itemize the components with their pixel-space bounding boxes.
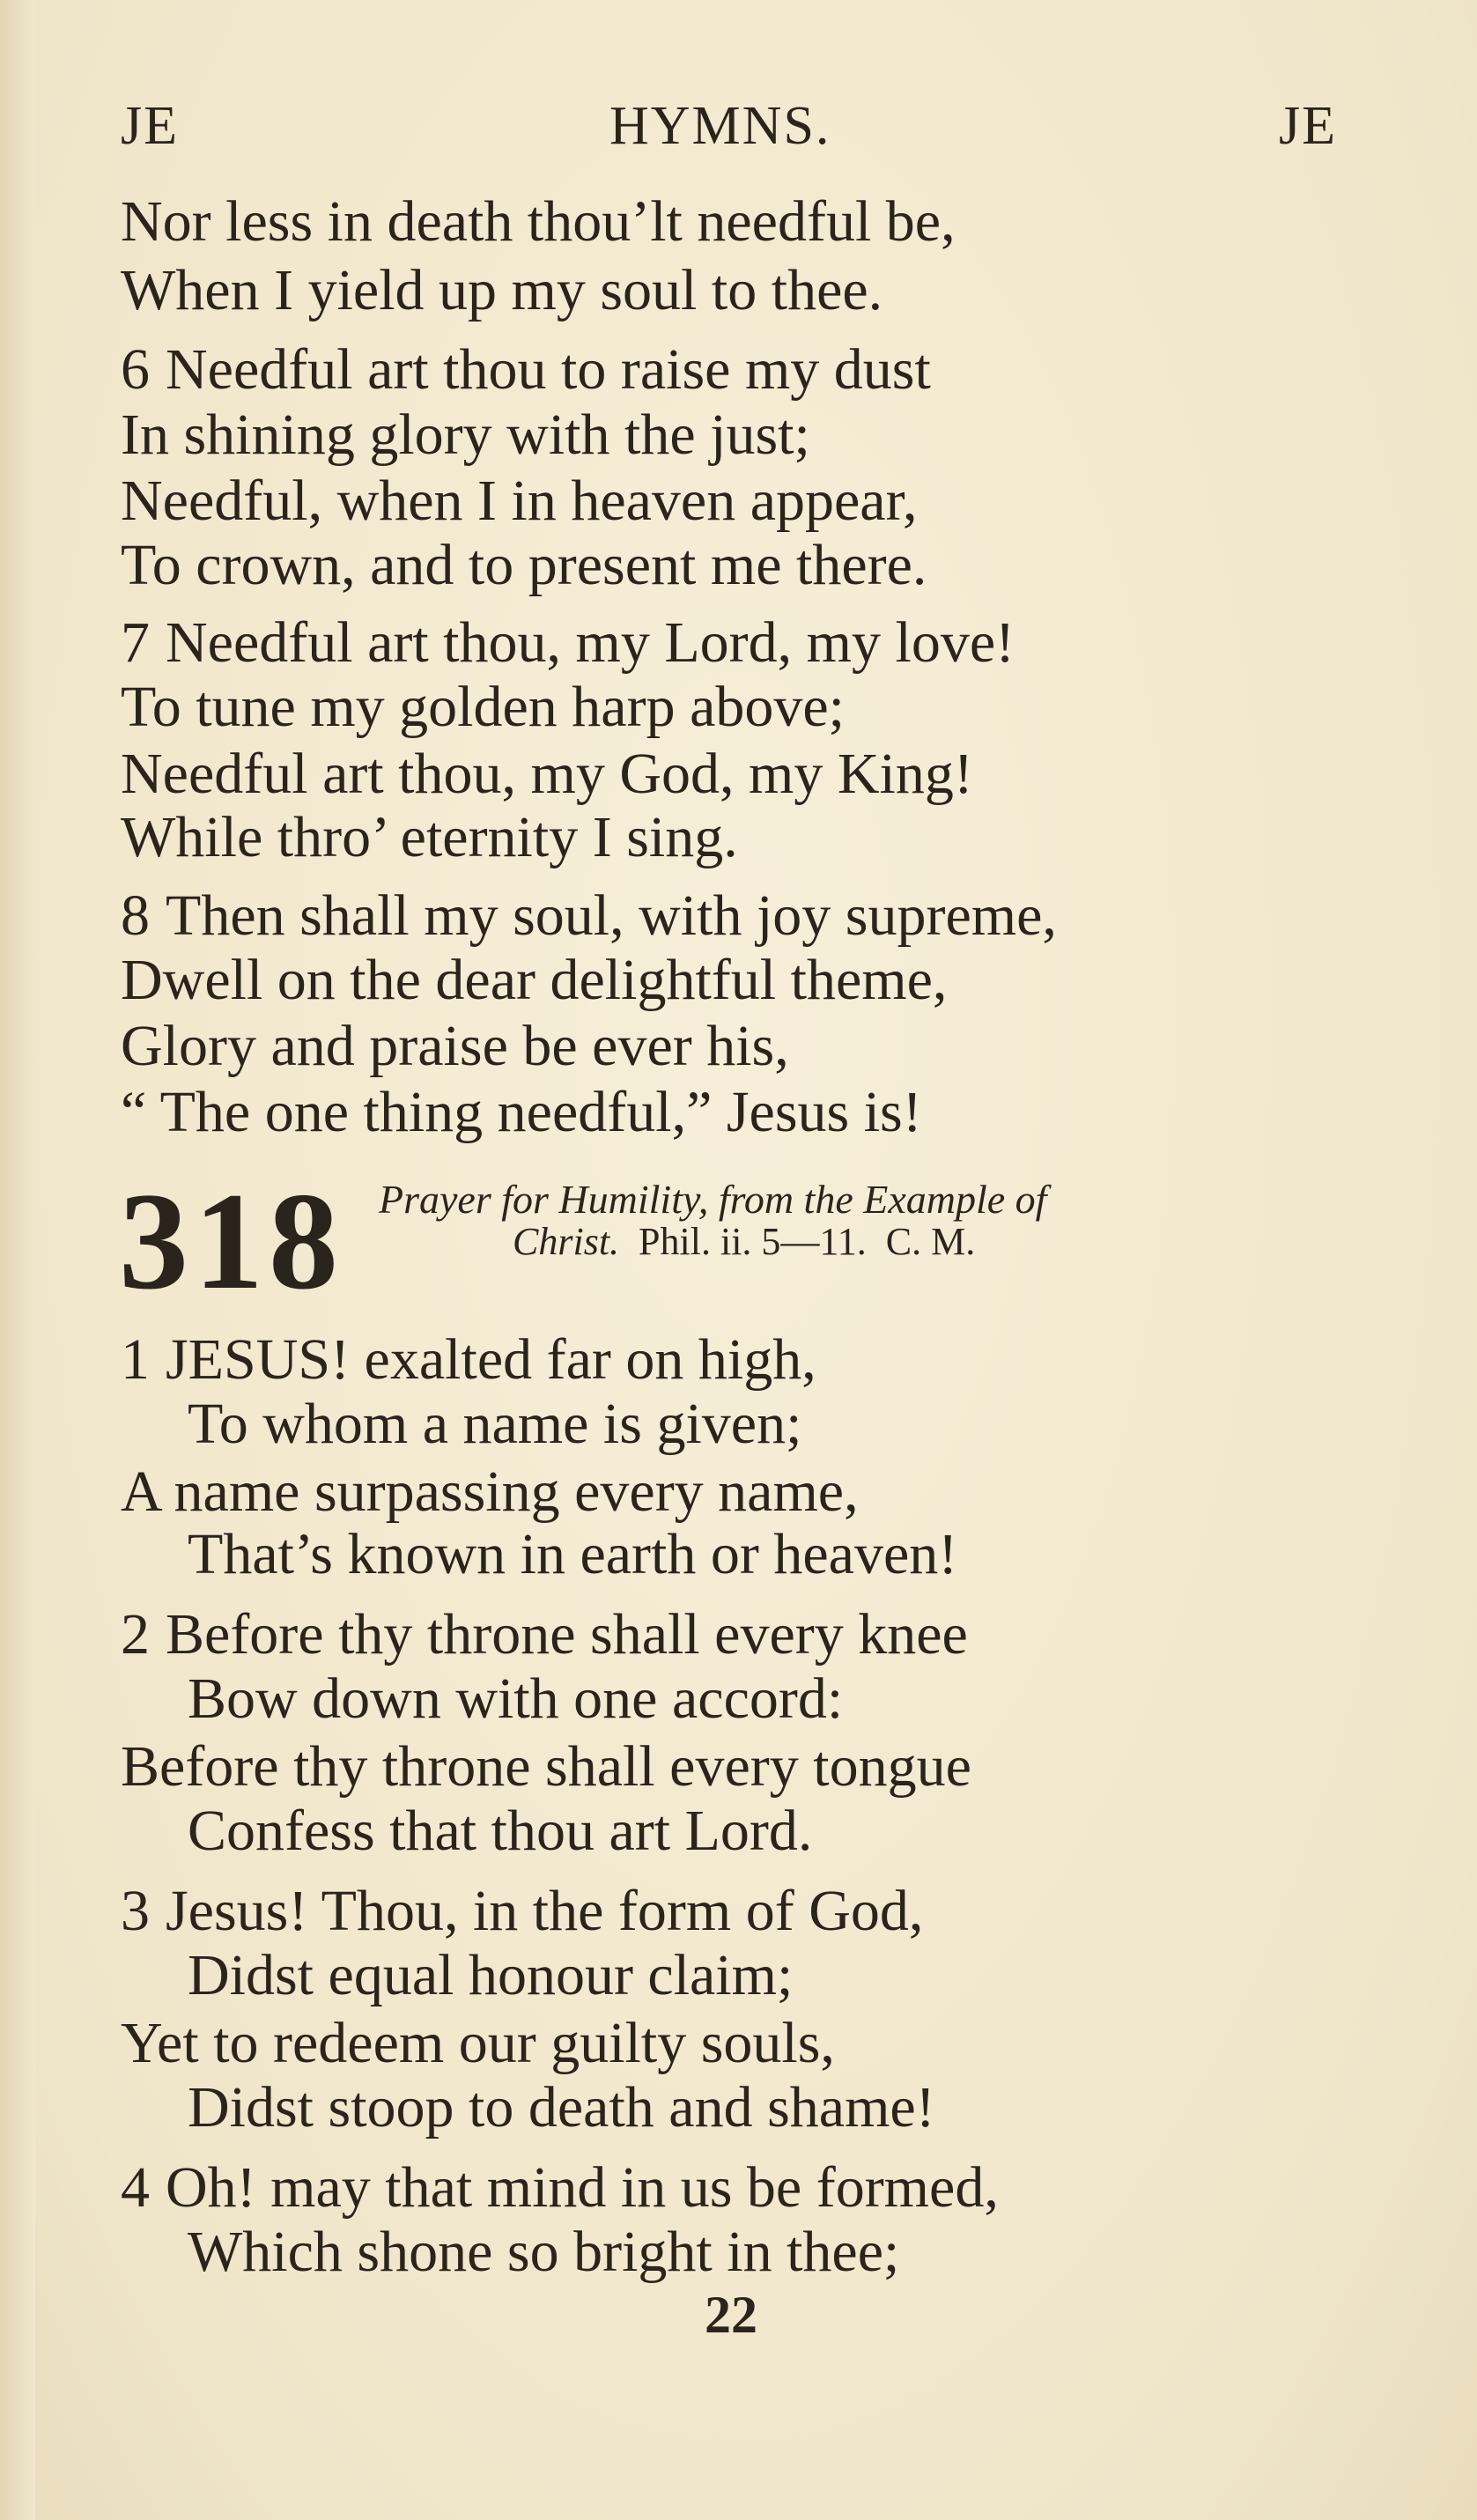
verse-line: Needful art thou, my God, my King! <box>121 742 973 806</box>
header-title: HYMNS. <box>609 96 831 156</box>
verse-first-line: 2 Before thy throne shall every knee <box>121 1602 968 1666</box>
verse-number: 4 <box>121 2155 150 2220</box>
verse-line: Yet to redeem our guilty souls, <box>121 2011 835 2075</box>
verse-first-line: 7 Needful art thou, my Lord, my love! <box>121 610 1015 675</box>
scripture-reference: Phil. ii. 5—11. <box>639 1220 867 1263</box>
verse-line: Dwell on the dear delightful theme, <box>121 948 948 1012</box>
hymn-title: Prayer for Humility, from the Example of <box>379 1177 1047 1222</box>
verse-first-line: 6 Needful art thou to raise my dust <box>121 337 931 402</box>
verse-line: Didst stoop to death and shame! <box>188 2075 935 2139</box>
verse-line: Needful, when I in heaven appear, <box>121 469 918 533</box>
verse-line: To whom a name is given; <box>188 1392 802 1456</box>
verse-line: To crown, and to present me there. <box>121 533 927 597</box>
verse-line: Glory and praise be ever his, <box>121 1014 789 1078</box>
verse-line: In shining glory with the just; <box>121 403 810 467</box>
verse-line: That’s known in earth or heaven! <box>188 1522 958 1586</box>
verse-number: 7 <box>121 610 150 675</box>
verse-first-line: 3 Jesus! Thou, in the form of God, <box>121 1879 924 1943</box>
header-right: JE <box>1279 96 1337 156</box>
header-left: JE <box>121 96 179 156</box>
verse-line: Nor less in death thou’lt needful be, <box>121 189 956 254</box>
verse-line: When I yield up my soul to thee. <box>121 258 883 322</box>
verse-number: 2 <box>121 1602 150 1666</box>
hymn-subtitle <box>513 1219 975 1265</box>
verse-line: Bow down with one accord: <box>188 1666 844 1731</box>
verse-line: Which shone so bright in thee; <box>188 2220 900 2284</box>
verse-first-line: 4 Oh! may that mind in us be formed, <box>121 2155 999 2220</box>
verse-line: “ The one thing needful,” Jesus is! <box>121 1080 922 1144</box>
verse-line: Didst equal honour claim; <box>188 1943 794 2007</box>
verse-line: A name surpassing every name, <box>121 1460 859 1524</box>
hymn-number: 318 <box>119 1164 343 1319</box>
page-number: 22 <box>705 2286 757 2344</box>
verse-number: 8 <box>121 883 150 948</box>
verse-first-line: 1 JESUS! exalted far on high, <box>121 1327 816 1392</box>
verse-number: 3 <box>121 1879 150 1943</box>
verse-number: 1 <box>121 1327 150 1392</box>
verse-number: 6 <box>121 337 150 402</box>
page-gutter <box>0 0 35 2520</box>
hymn-title-cont: Christ. <box>513 1220 620 1263</box>
verse-line: To tune my golden harp above; <box>121 675 846 739</box>
verse-first-line: 8 Then shall my soul, with joy supreme, <box>121 883 1057 948</box>
verse-line: Before thy throne shall every tongue <box>121 1734 971 1799</box>
verse-line: Confess that thou art Lord. <box>188 1799 813 1863</box>
verse-line: While thro’ eternity I sing. <box>121 805 738 869</box>
meter: C. M. <box>885 1220 976 1263</box>
